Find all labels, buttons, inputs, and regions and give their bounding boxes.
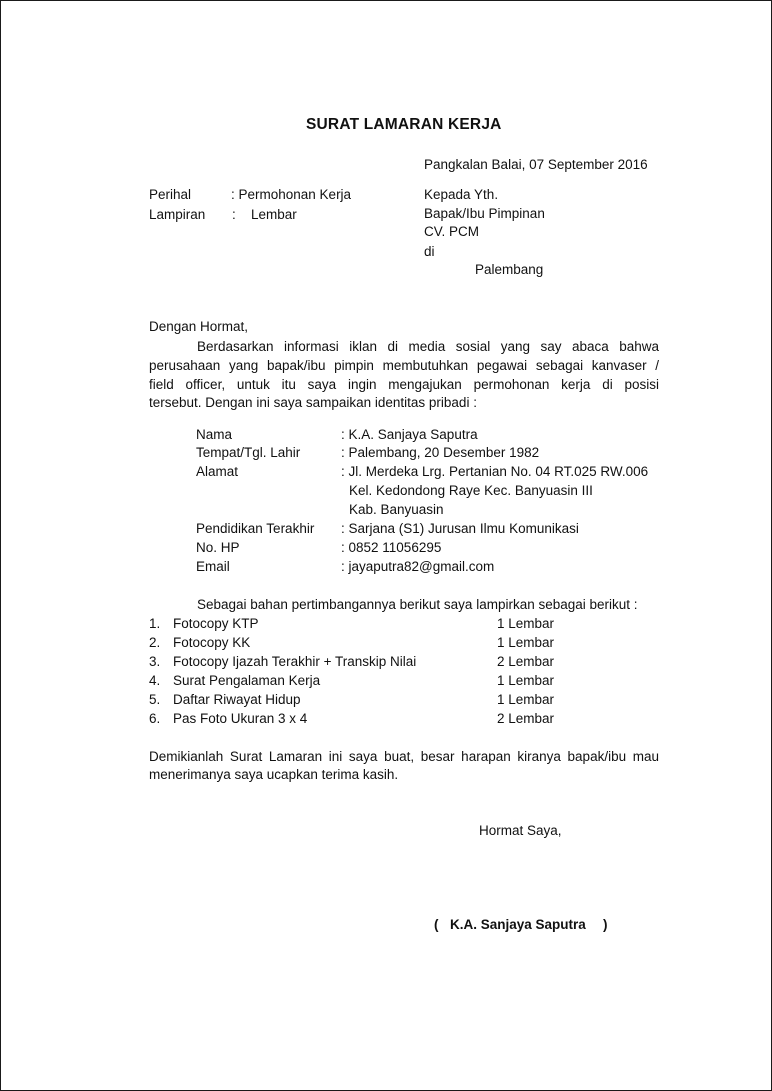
recipient-line2: Bapak/Ibu Pimpinan — [424, 206, 545, 221]
nama-label: Nama — [196, 427, 233, 442]
hp-value: : 0852 11056295 — [341, 540, 442, 555]
attachment-number: 6. — [149, 711, 161, 726]
signature-close-paren: ) — [603, 917, 608, 932]
lampiran-value: Lembar — [251, 207, 297, 222]
alamat-value-line1: : Jl. Merdeka Lrg. Pertanian No. 04 RT.025 RW.006 — [341, 464, 649, 479]
attachment-qty: 1 Lembar — [497, 616, 555, 631]
ttl-label: Tempat/Tgl. Lahir — [196, 445, 301, 460]
pendidikan-value: : Sarjana (S1) Jurusan Ilmu Komunikasi — [341, 521, 579, 536]
attachment-qty: 1 Lembar — [497, 692, 555, 707]
attachment-item: Fotocopy Ijazah Terakhir + Transkip Nilai — [173, 654, 417, 669]
perihal-label: Perihal — [149, 187, 192, 202]
attachment-item: Fotocopy KK — [173, 635, 251, 650]
intro-line4: tersebut. Dengan ini saya sampaikan identitas pribadi : — [149, 395, 477, 410]
attachment-qty: 2 Lembar — [497, 711, 555, 726]
attachment-number: 1. — [149, 616, 161, 631]
recipient-line3: CV. PCM — [424, 224, 480, 239]
perihal-value: : Permohonan Kerja — [231, 187, 352, 202]
signature-open-paren: ( — [434, 917, 439, 932]
recipient-line4: di — [424, 244, 435, 259]
closing-line2: menerimanya saya ucapkan terima kasih. — [149, 767, 399, 782]
attachment-item: Daftar Riwayat Hidup — [173, 692, 301, 707]
attachment-item: Surat Pengalaman Kerja — [173, 673, 321, 688]
attachment-number: 4. — [149, 673, 161, 688]
lampiran-colon: : — [232, 207, 236, 222]
recipient-city: Palembang — [475, 262, 544, 277]
greeting: Dengan Hormat, — [149, 319, 249, 334]
attachment-item: Pas Foto Ukuran 3 x 4 — [173, 711, 308, 726]
attachment-qty: 2 Lembar — [497, 654, 555, 669]
intro-line2: perusahaan yang bapak/ibu pimpin membutuhkan pegawai sebagai kanvaser / — [149, 358, 659, 373]
attachment-qty: 1 Lembar — [497, 673, 555, 688]
email-label: Email — [196, 559, 230, 574]
regards: Hormat Saya, — [479, 823, 562, 838]
attachment-number: 2. — [149, 635, 161, 650]
intro-line3: field officer, untuk itu saya ingin mengajukan permohonan kerja di posisi — [149, 377, 659, 392]
attachment-number: 3. — [149, 654, 161, 669]
place-date: Pangkalan Balai, 07 September 2016 — [424, 157, 648, 172]
email-value: : jayaputra82@gmail.com — [341, 559, 495, 574]
alamat-label: Alamat — [196, 464, 239, 479]
ttl-value: : Palembang, 20 Desember 1982 — [341, 445, 540, 460]
attachments-intro: Sebagai bahan pertimbangannya berikut saya lampirkan sebagai berikut : — [197, 597, 638, 612]
signature-name: K.A. Sanjaya Saputra — [450, 917, 586, 932]
nama-value: : K.A. Sanjaya Saputra — [341, 427, 478, 442]
pendidikan-label: Pendidikan Terakhir — [196, 521, 315, 536]
closing-line1: Demikianlah Surat Lamaran ini saya buat, besar harapan kiranya bapak/ibu mau — [149, 749, 659, 764]
hp-label: No. HP — [196, 540, 240, 555]
attachment-item: Fotocopy KTP — [173, 616, 259, 631]
attachment-qty: 1 Lembar — [497, 635, 555, 650]
recipient-line1: Kepada Yth. — [424, 187, 499, 202]
attachment-number: 5. — [149, 692, 161, 707]
intro-line1: Berdasarkan informasi iklan di media sosial yang say abaca bahwa — [197, 339, 659, 354]
alamat-value-line2: Kel. Kedondong Raye Kec. Banyuasin III — [349, 483, 593, 498]
alamat-value-line3: Kab. Banyuasin — [349, 502, 444, 517]
lampiran-label: Lampiran — [149, 207, 206, 222]
letter-title: SURAT LAMARAN KERJA — [306, 116, 502, 133]
